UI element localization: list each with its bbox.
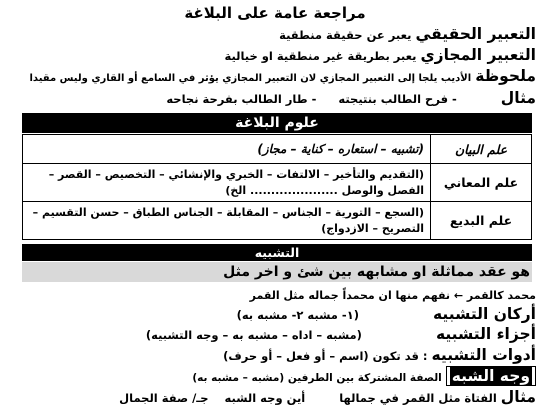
table-row	[23, 164, 532, 202]
wajh-text: الصفة المشتركة بين الطرفين (مشبه – مشبه به)	[192, 372, 442, 384]
tools-line	[223, 346, 536, 364]
table-row	[23, 135, 532, 164]
literal-line	[279, 25, 536, 43]
example-top-term: مثال	[500, 89, 536, 107]
tashbih-example-text: محمد كالقمر	[466, 289, 536, 302]
note-text: الأديب يلجا إلى التعبير المجازي لان التعبير المجازي يؤثر في السامع أو القاري وليس مقيدا	[29, 73, 472, 84]
arrow-left-icon: ←	[453, 289, 464, 302]
tools-text: : قد تكون (اسم – أو فعل – أو حرف)	[223, 349, 428, 363]
science-items: (التقديم والتأخير – الالتفات – الخبري والإنشائي – التخصيص – القصر – الفصل والوصل ..................... الخ)	[23, 164, 431, 202]
page-title: مراجعة عامة على البلاغة	[184, 4, 366, 22]
example-top-literal: فرح الطالب بنتيجته	[338, 92, 448, 106]
tashbih-heading: التشبيه	[22, 244, 532, 261]
note-line	[30, 67, 537, 85]
tools-term: أدوات التشبيه	[431, 346, 536, 364]
science-name: علم البديع	[431, 202, 532, 240]
tashbih-definition: هو عقد مماثلة او مشابهه بين شئ و اخر مثل	[223, 264, 530, 280]
example2-term: مثال	[500, 388, 536, 406]
pillars-line	[237, 305, 536, 323]
wajh-term-label: وجه الشبه	[451, 367, 530, 385]
science-name: علم المعاني	[431, 164, 532, 202]
example2-answer: جـ/ صفة الجمال	[119, 391, 209, 405]
figurative-line	[224, 46, 536, 64]
example-top-line: مثال - فرح الطالب بنتيجته - طار الطالب بفرحة نجاحه	[166, 89, 536, 107]
parts-line	[146, 325, 536, 343]
wajh-line	[192, 367, 536, 385]
science-items: (تشبيه – استعاره – كناية – مجاز)	[23, 135, 431, 164]
pillars-text: (١- مشبه ٢- مشبه به)	[236, 308, 359, 322]
example2-text: الفتاة مثل القمر في جمالها	[339, 391, 497, 405]
tashbih-example-rest: نفهم منها ان محمداً جماله مثل القمر	[249, 289, 450, 302]
example2-line	[119, 388, 536, 406]
figurative-text: يعبر بطريقة غير منطقية او خيالية	[224, 49, 417, 63]
sciences-heading: علوم البلاغة	[22, 113, 532, 133]
example-top-figurative: طار الطالب بفرحة نجاحه	[166, 92, 308, 106]
table-row	[23, 202, 532, 240]
literal-term: التعبير الحقيقي	[415, 25, 536, 43]
parts-text: (مشبه – اداه – مشبه به – وجه التشبيه)	[145, 328, 362, 342]
note-term: ملحوظة	[475, 67, 536, 85]
tashbih-example-line	[250, 289, 536, 302]
wajh-term	[446, 366, 536, 386]
figurative-term: التعبير المجازي	[420, 46, 536, 64]
sciences-table	[22, 134, 532, 240]
science-items: (السجع – التورية – الجناس – المقابلة – الجناس الطباق – حسن التقسيم – التصريح – الازدواج)	[23, 202, 431, 240]
example2-question: أين وجه الشبه	[224, 391, 306, 405]
pillars-term: أركان التشبيه	[433, 305, 536, 323]
parts-term: أجزاء التشبيه	[435, 325, 536, 343]
literal-text: يعبر عن حقيقة منطقية	[279, 28, 412, 42]
science-name: علم البيان	[431, 135, 532, 164]
